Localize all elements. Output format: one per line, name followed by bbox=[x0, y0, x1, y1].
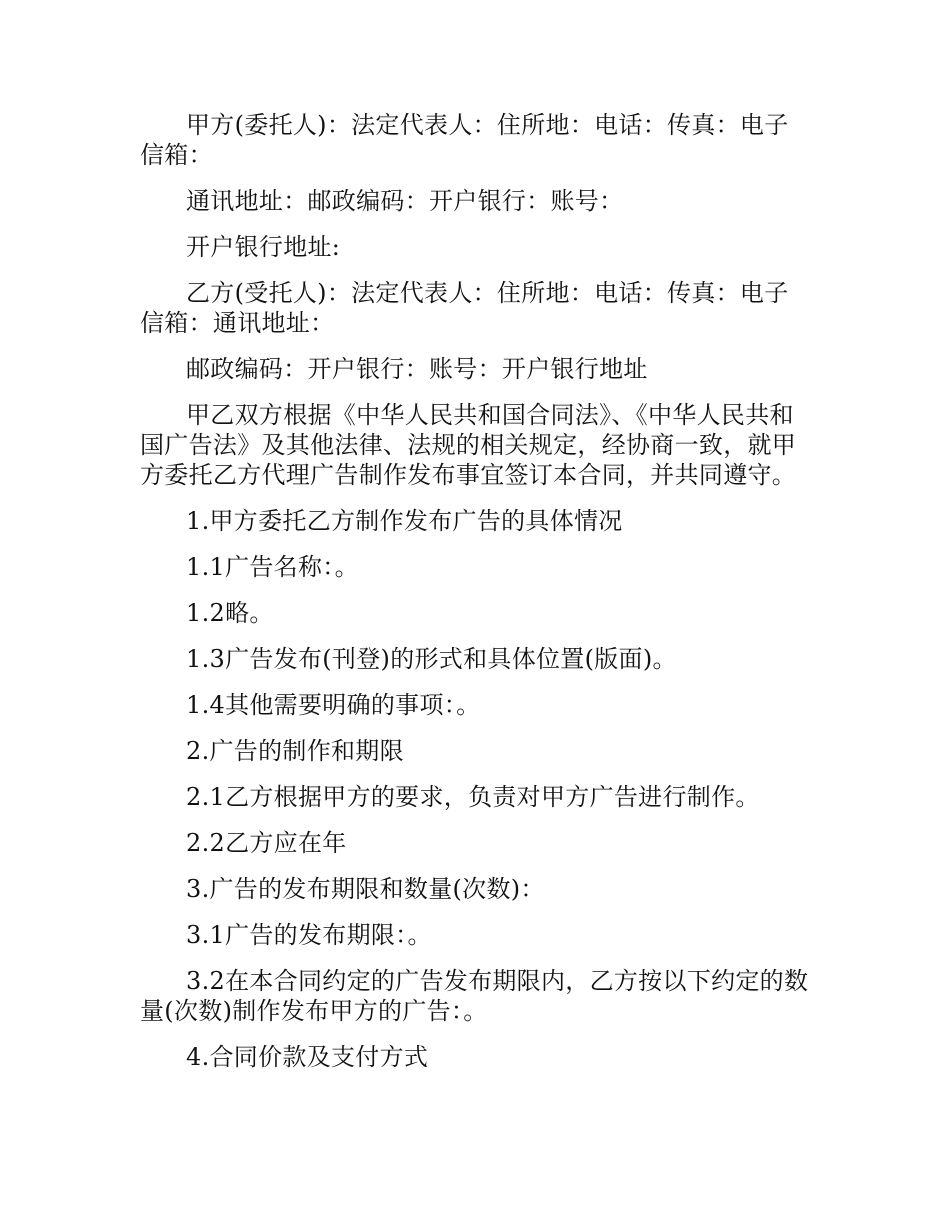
contract-preamble: 甲乙双方根据《中华人民共和国合同法》、《中华人民共和国广告法》及其他法律、法规的相关规定，经协商一致，就甲方委托乙方代理广告制作发布事宜签订本合同，并共同遵守。 bbox=[140, 401, 797, 489]
section-4-heading: 4.合同价款及支付方式 bbox=[186, 1043, 429, 1071]
clause-1-4: 1.4其他需要明确的事项：。 bbox=[186, 691, 481, 719]
section-2-heading: 2.广告的制作和期限 bbox=[186, 737, 404, 765]
party-b-info: 乙方(受托人)：法定代表人：住所地：电话：传真：电子信箱：通讯地址： bbox=[140, 279, 789, 337]
clause-1-2: 1.2略。 bbox=[186, 599, 274, 627]
section-3-heading: 3.广告的发布期限和数量(次数)： bbox=[186, 875, 545, 903]
clause-2-2: 2.2乙方应在年 bbox=[186, 829, 347, 857]
clause-1-1: 1.1广告名称：。 bbox=[186, 553, 359, 581]
party-a-bank-address: 开户银行地址: bbox=[186, 233, 341, 261]
clause-3-2: 3.2在本合同约定的广告发布期限内，乙方按以下约定的数量(次数)制作发布甲方的广告：。 bbox=[140, 967, 809, 1025]
party-a-info: 甲方(委托人)：法定代表人：住所地：电话：传真：电子信箱： bbox=[140, 111, 789, 169]
clause-2-1: 2.1乙方根据甲方的要求，负责对甲方广告进行制作。 bbox=[186, 783, 760, 811]
document-body bbox=[140, 110, 810, 1088]
party-b-postal: 邮政编码：开户银行：账号：开户银行地址 bbox=[186, 355, 648, 383]
clause-3-1: 3.1广告的发布期限：。 bbox=[186, 921, 432, 949]
section-1-heading: 1.甲方委托乙方制作发布广告的具体情况 bbox=[186, 507, 623, 535]
clause-1-3: 1.3广告发布(刊登)的形式和具体位置(版面)。 bbox=[186, 645, 677, 673]
party-a-address: 通讯地址：邮政编码：开户银行：账号： bbox=[186, 187, 624, 215]
